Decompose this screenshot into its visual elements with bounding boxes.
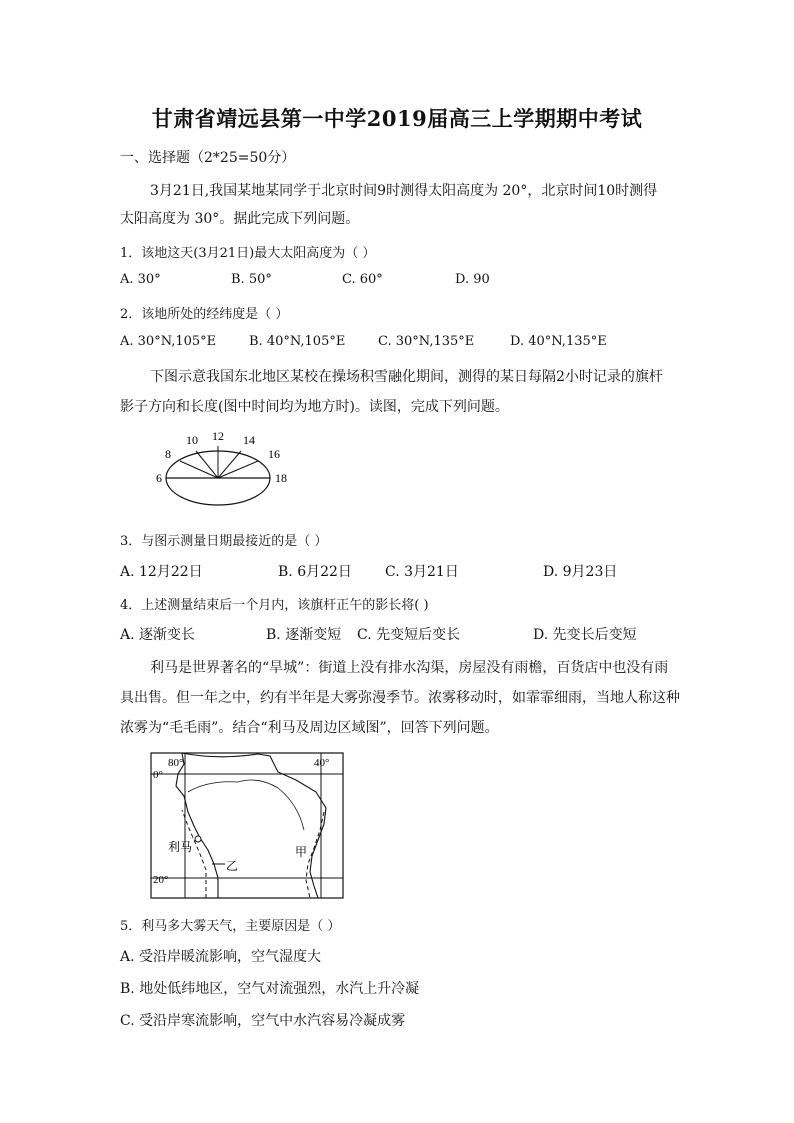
lima-marker: [195, 836, 201, 842]
question-3-stem: 3．与图示测量日期最接近的是（ ）: [120, 534, 328, 549]
question-2-option-c: C. 30°N,135°E: [378, 334, 475, 349]
section-heading: 一、选择题（2*25=50分）: [120, 150, 296, 166]
question-1-option-d: D. 90: [455, 272, 490, 287]
lima-region-map: [148, 752, 346, 900]
shadow-label-16: 16: [268, 447, 280, 461]
question-2-option-b: B. 40°N,105°E: [249, 334, 346, 349]
label-lon-40: 40°: [314, 757, 330, 769]
question-3-option-a: A. 12月22日: [120, 564, 203, 580]
shadow-label-18: 18: [275, 471, 287, 485]
shadow-label-10: 10: [186, 433, 198, 447]
label-yi: 乙: [226, 859, 239, 873]
label-lat-20: 20°: [153, 874, 169, 886]
shadow-label-8: 8: [165, 447, 171, 461]
intro-paragraph-2-line-2: 影子方向和长度(图中时间均为地方时)。读图，完成下列问题。: [120, 399, 509, 415]
shadow-label-14: 14: [243, 433, 255, 447]
question-4-option-b: B. 逐渐变短: [266, 627, 342, 643]
label-jia: 甲: [295, 845, 308, 859]
question-5-option-b: B. 地处低纬地区，空气对流强烈，水汽上升冷凝: [120, 981, 420, 997]
intro-paragraph-2-line-1: 下图示意我国东北地区某校在操场积雪融化期间，测得的某日每隔2小时记录的旗杆: [150, 369, 663, 385]
shadow-label-12: 12: [212, 429, 224, 443]
map-frame: [151, 753, 343, 898]
question-5-option-a: A. 受沿岸暖流影响，空气湿度大: [120, 949, 322, 965]
question-3-option-d: D. 9月23日: [543, 564, 618, 580]
question-4-stem: 4．上述测量结束后一个月内，该旗杆正午的影长将( ): [120, 598, 429, 613]
question-1-option-a: A. 30°: [120, 272, 161, 287]
intro-paragraph-1-line-2: 太阳高度为 30°。据此完成下列问题。: [120, 211, 360, 227]
question-2-option-d: D. 40°N,135°E: [510, 334, 607, 349]
question-3-option-c: C. 3月21日: [385, 564, 459, 580]
question-1-option-b: B. 50°: [231, 272, 272, 287]
shadow-line-14: [218, 451, 241, 478]
document-title: 甘肃省靖远县第一中学2019届高三上学期期中考试: [151, 106, 643, 131]
question-2-stem: 2．该地所处的经纬度是（ ）: [120, 307, 289, 322]
question-2-option-a: A. 30°N,105°E: [120, 334, 217, 349]
label-lima: 利马: [168, 840, 193, 854]
question-4-option-c: C. 先变短后变长: [357, 627, 461, 643]
intro-paragraph-3-line-1: 利马是世界著名的“旱城”：街道上没有排水沟渠，房屋没有雨檐，百货店中也没有雨: [150, 660, 669, 676]
question-5-option-c: C. 受沿岸寒流影响，空气中水汽容易冷凝成雾: [120, 1013, 406, 1029]
shadow-line-8: [180, 461, 218, 478]
shadow-label-6: 6: [156, 471, 162, 485]
question-1-option-c: C. 60°: [342, 272, 383, 287]
intro-paragraph-3-line-3: 浓雾为“毛毛雨”。结合“利马及周边区域图”，回答下列问题。: [120, 720, 499, 736]
label-lon-80: 80°: [168, 757, 184, 769]
question-1-stem: 1．该地这天(3月21日)最大太阳高度为（ ）: [120, 246, 376, 261]
question-3-option-b: B. 6月22日: [278, 564, 352, 580]
flagpole-shadow-figure: [150, 426, 300, 516]
shadow-line-10: [196, 451, 218, 478]
question-4-option-d: D. 先变长后变短: [533, 627, 637, 643]
label-lat-0: 0°: [153, 769, 163, 781]
shadow-line-16: [218, 461, 258, 478]
intro-paragraph-3-line-2: 具出售。但一年之中，约有半年是大雾弥漫季节。浓雾移动时，如霏霏细雨，当地人称这种: [120, 690, 680, 706]
question-5-stem: 5．利马多大雾天气，主要原因是（ ）: [120, 919, 341, 934]
question-4-option-a: A. 逐渐变长: [120, 627, 196, 643]
intro-paragraph-1-line-1: 3月21日,我国某地某同学于北京时间9时测得太阳高度为 20°，北京时间10时测得: [150, 183, 658, 199]
